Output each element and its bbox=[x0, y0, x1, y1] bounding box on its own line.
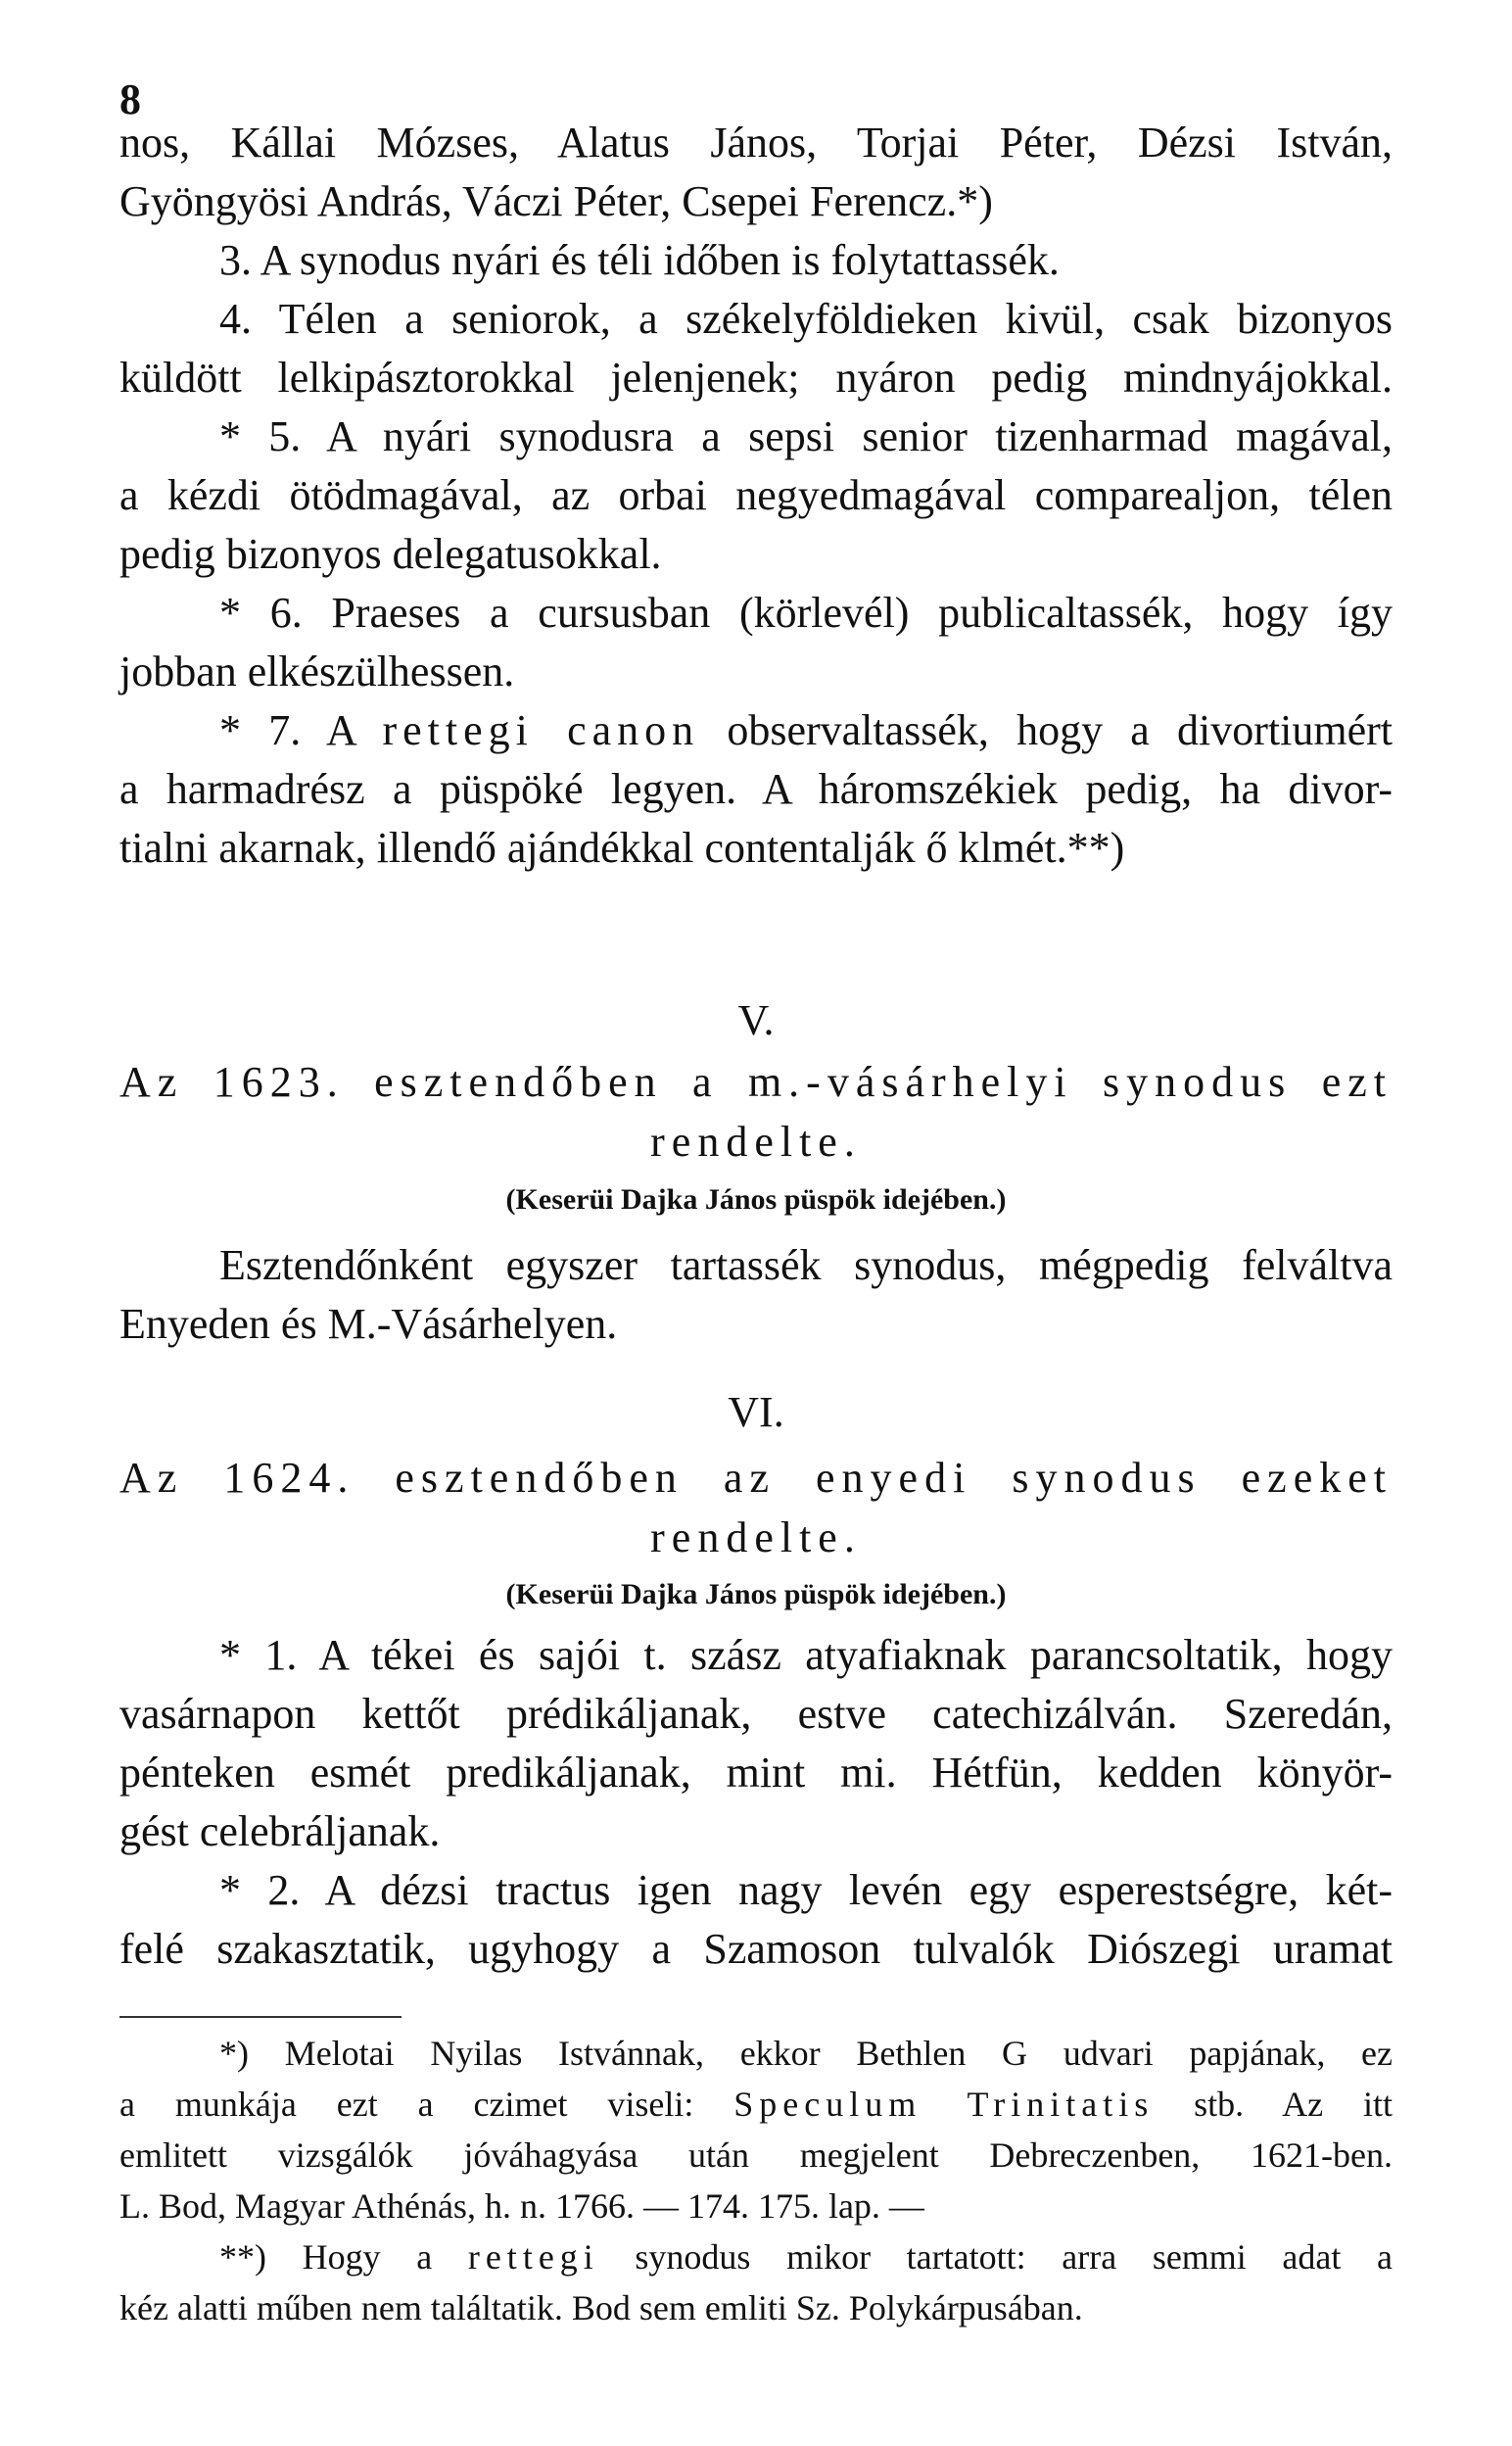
section-title-v-line2: rendelte. bbox=[650, 1118, 862, 1166]
footnote-line: kéz alatti műben nem találtatik. Bod sem emliti Sz. Polykárpusában. bbox=[119, 2288, 1083, 2327]
section-numeral-v: V. bbox=[737, 996, 775, 1044]
footnote-2 bbox=[119, 2231, 1393, 2282]
paragraph-line: felé szakasztatik, ugyhogy a Szamoson tulvalók Diószegi uramat bbox=[119, 1925, 1393, 1973]
footnote-line: L. Bod, Magyar Athénás, h. n. 1766. — 174. 175. lap. — bbox=[119, 2186, 924, 2226]
paragraph-item-7 bbox=[119, 701, 1393, 760]
paragraph-line: Enyeden és M.-Vásárhelyen. bbox=[119, 1300, 618, 1348]
section-subtitle-v: (Keserüi Dajka János püspök idejében.) bbox=[505, 1183, 1007, 1216]
paragraph-line: Esztendőnként egyszer tartassék synodus, mégpedig felváltva bbox=[219, 1241, 1393, 1289]
paragraph-line: a harmadrész a püspöké legyen. A háromszékiek pedig, ha divor- bbox=[119, 765, 1393, 813]
footnote-1: *) Melotai Nyilas Istvánnak, ekkor Bethlen G udvari papjának, ez bbox=[219, 2034, 1393, 2073]
page-number: 8 bbox=[119, 75, 141, 123]
section-numeral-vi: VI. bbox=[728, 1388, 784, 1436]
spaced-emphasis: rettegi bbox=[467, 2237, 599, 2277]
paragraph-line: a kézdi ötödmagával, az orbai negyedmagával comparealjon, télen bbox=[119, 471, 1393, 519]
paragraph-item-2: * 2. A dézsi tractus igen nagy levén egy esperestségre, két- bbox=[219, 1866, 1393, 1914]
footnotes bbox=[119, 2028, 1393, 2333]
body-text-top bbox=[119, 114, 1393, 878]
section-subtitle-vi: (Keserüi Dajka János püspök idejében.) bbox=[505, 1578, 1007, 1610]
paragraph-text: * 7. A bbox=[219, 706, 383, 754]
paragraph-line: küldött lelkipásztorokkal jelenjenek; nyáron pedig mindnyájokkal. bbox=[119, 354, 1393, 402]
section-title-vi-line1: Az 1624. esztendőben az enyedi synodus ezeket bbox=[119, 1454, 1393, 1502]
footnote-line bbox=[119, 2079, 1393, 2130]
paragraph-line: nos, Kállai Mózses, Alatus János, Torjai Péter, Dézsi István, bbox=[119, 119, 1393, 167]
paragraph-line: vasárnapon kettőt prédikáljanak, estve catechizálván. Szeredán, bbox=[119, 1690, 1393, 1738]
paragraph-line: pénteken esmét predikáljanak, mint mi. Hétfün, kedden könyör- bbox=[119, 1749, 1393, 1797]
footnote-text: a munkája ezt a czimet viseli: bbox=[119, 2085, 734, 2124]
section-title-v-line1: Az 1623. esztendőben a m.-vásárhelyi synodus ezt bbox=[119, 1058, 1393, 1106]
paragraph-item-1: * 1. A tékei és sajói t. szász atyafiaknak parancsoltatik, hogy bbox=[219, 1631, 1393, 1679]
footnote-text: stb. Az itt bbox=[1154, 2085, 1393, 2124]
footnote-line: emlitett vizsgálók jóváhagyása után megjelent Debreczenben, 1621-ben. bbox=[119, 2135, 1393, 2175]
paragraph-text: observaltassék, hogy a divortiumért bbox=[699, 706, 1393, 754]
paragraph-line: tialni akarnak, illendő ajándékkal contentalják ő klmét.**) bbox=[119, 824, 1125, 872]
paragraph-line: jobban elkészülhessen. bbox=[119, 647, 515, 695]
footnote-text: synodus mikor tartatott: arra semmi adat a bbox=[598, 2237, 1393, 2277]
section-vi-text bbox=[119, 1626, 1393, 1979]
footnote-text: **) Hogy a bbox=[219, 2237, 468, 2277]
spaced-emphasis: Speculum Trinitatis bbox=[733, 2085, 1155, 2124]
paragraph-line: pedig bizonyos delegatusokkal. bbox=[119, 530, 662, 578]
paragraph-item-6: * 6. Praeses a cursusban (körlevél) publicaltassék, hogy így bbox=[219, 589, 1393, 637]
section-title-vi-line2: rendelte. bbox=[650, 1513, 862, 1561]
section-v-text bbox=[119, 1236, 1393, 1354]
paragraph-line: Gyöngyösi András, Váczi Péter, Csepei Ferencz.*) bbox=[119, 177, 993, 225]
paragraph-line: gést celebráljanak. bbox=[119, 1807, 441, 1855]
footnote-divider bbox=[119, 2016, 402, 2018]
spaced-emphasis: rettegi canon bbox=[382, 706, 700, 754]
paragraph-item-4: 4. Télen a seniorok, a székelyföldieken kivül, csak bizonyos bbox=[219, 295, 1393, 343]
paragraph-item-5: * 5. A nyári synodusra a sepsi senior tizenharmad magával, bbox=[219, 412, 1393, 460]
paragraph-item-3: 3. A synodus nyári és téli időben is folytattassék. bbox=[219, 236, 1060, 284]
